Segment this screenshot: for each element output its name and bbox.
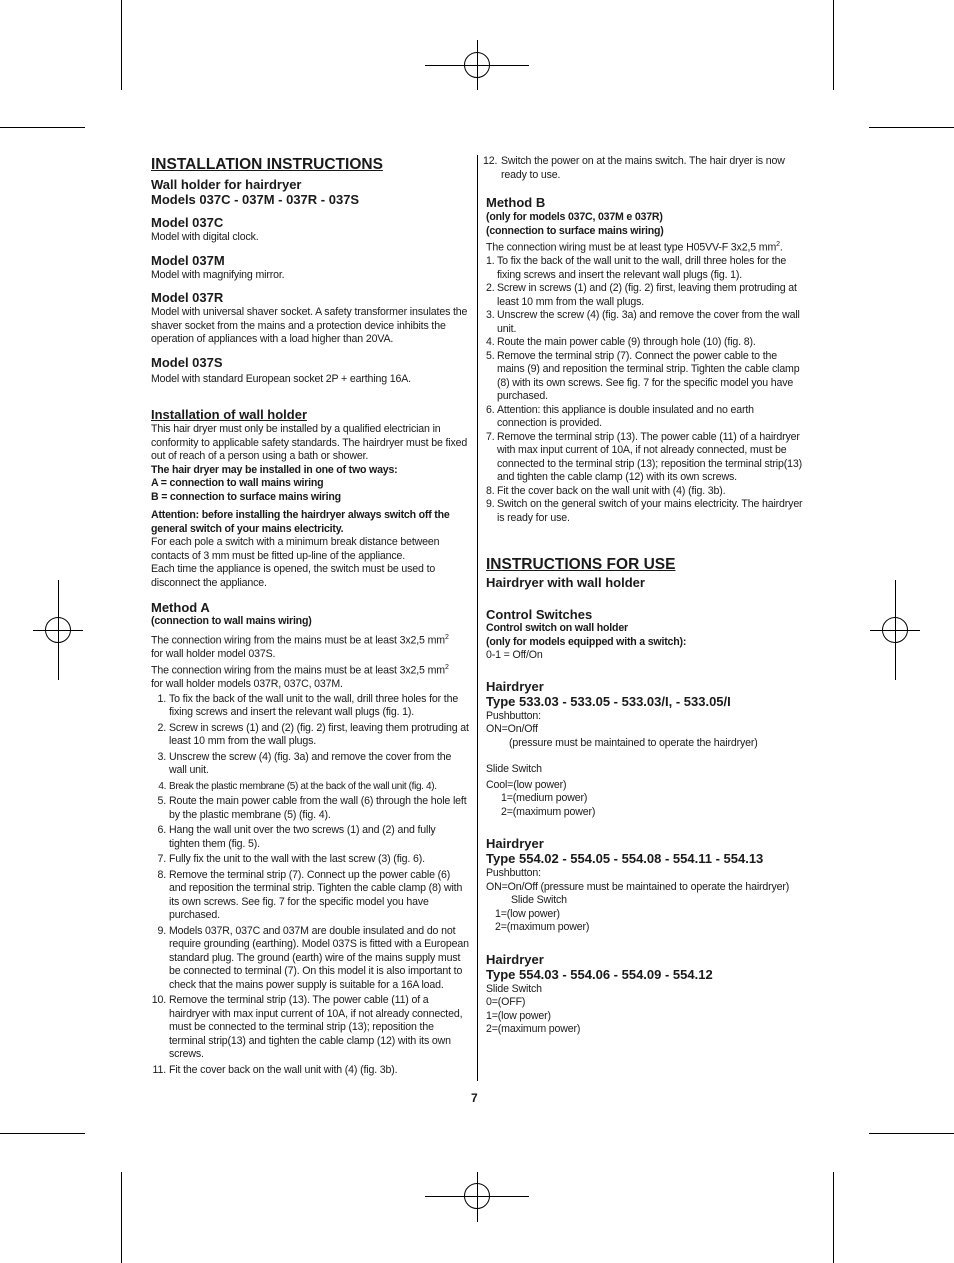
hairdryer-1-on: ON=On/Off [486, 723, 538, 736]
list-item: 2. Screw in screws (1) and (2) (fig. 2) first, leaving them protruding at least 10 mm from the wall plugs. [157, 721, 469, 748]
method-a-wiring-2: The connection wiring from the mains must be at least 3x2,5 $mm^2$ for wall holder models 037R, 037C, 037M. [151, 664, 449, 691]
subtitle-wall-holder: Wall holder for hairdryer [151, 177, 302, 192]
left-column [151, 155, 469, 1077]
list-item: 7. Fully fix the unit to the wall with the last screw (3) (fig. 6). [157, 853, 425, 866]
list-item: 6. Attention: this appliance is double insulated and no earth connection is provided. [486, 403, 754, 430]
installation-wall-holder-heading: Installation of wall holder [151, 407, 308, 422]
list-item: 2. Screw in screws (1) and (2) (fig. 2) first, leaving them protruding at least 10 mm from the wall plugs. [486, 282, 797, 308]
install-way-a: A = connection to wall mains wiring [151, 477, 324, 489]
model-037m-desc: Model with magnifying mirror. [151, 268, 285, 281]
control-switch-value: 0-1 = Off/On [486, 649, 543, 662]
hairdryer-1-note: (pressure must be maintained to operate the hairdryer) [509, 736, 758, 749]
list-item: 11. Fit the cover back on the wall unit with (4) (fig. 3b). [152, 1063, 398, 1076]
control-switch-wall: Control switch on wall holder [486, 622, 628, 635]
hairdryer-2-on: ON=On/Off (pressure must be maintained to operate the hairdryer) [486, 880, 790, 893]
list-item: 8. Remove the terminal strip (7). Connect up the power cable (6) and reposition the terminal strip. Tighten the cable clamp (8) with its own screws. See fig. 7 for the specific model you have purchased. [157, 868, 463, 922]
list-item: 9. Switch on the general switch of your mains electricity. The hairdryer is ready for use. [486, 498, 803, 524]
method-b-steps [486, 255, 804, 525]
model-037r-heading: Model 037R [151, 290, 224, 305]
hairdryer-1-type: Type 533.03 - 533.05 - 533.03/I, - 533.05/I [486, 693, 731, 709]
install-way-b: B = connection to surface mains wiring [151, 490, 341, 503]
right-column [483, 155, 804, 1037]
hairdryer-3-off: 0=(OFF) [486, 996, 526, 1009]
subtitle-models: Models 037C - 037M - 037R - 037S [151, 192, 360, 207]
model-037c-desc: Model with digital clock. [151, 231, 259, 243]
use-title: INSTRUCTIONS FOR USE [486, 556, 676, 574]
model-037r-desc: Model with universal shaver socket. A safety transformer insulates the shaver socket from the mains and a protection device inhibits the operation of appliances with a load higher than 20VA. [151, 306, 468, 345]
method-b-sub1: (only for models 037C, 037M e 037R) [486, 211, 663, 223]
model-037m-heading: Model 037M [151, 252, 225, 268]
column-divider [477, 155, 478, 1081]
list-item: 5. Remove the terminal strip (7). Connect the power cable to the mains (9) and reposition the terminal strip. Tighten the cable clamp (8) with its own screws. See fig. 7 for the specific model you have purchased. [486, 349, 800, 403]
method-a-step-12 [483, 155, 804, 182]
model-037s-heading: Model 037S [151, 354, 223, 370]
hairdryer-1-heading: Hairdryer [486, 678, 544, 694]
hairdryer-3-low: 1=(low power) [486, 1009, 551, 1022]
hairdryer-1-slide: Slide Switch [486, 763, 542, 776]
method-b-heading: Method B [486, 195, 546, 210]
hairdryer-2-slide: Slide Switch [511, 894, 567, 907]
list-item: 1. To fix the back of the wall unit to the wall, drill three holes for the fixing screws and insert the relevant wall plugs (fig. 1). [486, 255, 787, 281]
use-subtitle: Hairdryer with wall holder [486, 575, 645, 591]
method-b-sub2: (connection to surface mains wiring) [486, 224, 664, 237]
each-time-text: Each time the appliance is opened, the switch must be used to disconnect the appliance. [151, 563, 436, 589]
list-item: 3. Unscrew the screw (4) (fig. 3a) and remove the cover from the wall unit. [157, 750, 452, 777]
page-number: 7 [471, 1091, 478, 1105]
hairdryer-3-heading: Hairdryer [486, 951, 544, 967]
list-item: 4. Break the plastic membrane (5) at the back of the wall unit (fig. 4). [158, 780, 437, 792]
installation-text: This hair dryer must only be installed by a qualified electrician in conformity to applicable safety standards. The hairdryer must be fixed out of reach of a person using a bath or shower. [151, 423, 468, 462]
hairdryer-1-cool: Cool=(low power) [486, 778, 567, 791]
method-a-steps [151, 693, 469, 1078]
method-a-heading: Method A [151, 600, 210, 615]
model-037s-desc: Model with standard European socket 2P + earthing 16A. [151, 372, 411, 385]
list-item: 6. Hang the wall unit over the two screws (1) and (2) and fully tighten them (fig. 5). [157, 824, 436, 850]
model-037c-heading: Model 037C [151, 215, 224, 230]
list-item: 7. Remove the terminal strip (13). The power cable (11) of a hairdryer with max input current of 10A, if not already connected, must be connected to the terminal strip (13); reposition the terminal strip(13) and tighten the cable clamp (12) with its own screws. [486, 430, 802, 484]
method-a-sub: (connection to wall mains wiring) [151, 615, 312, 627]
method-a-wiring-1: The connection wiring from the mains must be at least 3x2,5 $mm^2$ for wall holder model 037S. [151, 633, 449, 660]
list-item: 4. Route the main power cable (9) through hole (10) (fig. 8). [486, 336, 756, 349]
control-switch-note: (only for models equipped with a switch): [486, 635, 687, 648]
hairdryer-2-low: 1=(low power) [495, 907, 560, 920]
hairdryer-1-push: Pushbutton: [486, 709, 541, 722]
list-item: 3. Unscrew the screw (4) (fig. 3a) and remove the cover from the wall unit. [486, 309, 800, 335]
attention-warning: Attention: before installing the hairdryer always switch off the general switch of your mains electricity. [151, 509, 450, 535]
hairdryer-1-max: 2=(maximum power) [501, 805, 596, 818]
hairdryer-3-slide: Slide Switch [486, 982, 542, 995]
list-item: 12. Switch the power on at the mains switch. The hair dryer is now ready to use. [483, 155, 785, 181]
list-item: 9. Models 037R, 037C and 037M are double insulated and do not require grounding (earthing). Model 037S is fitted with a European standard plug. The ground (earth) wire of the mains supply must be connected to terminal (7). On this model it is also important to check that the mains power supply is suitable for a 16A load. [157, 924, 469, 991]
list-item: 8. Fit the cover back on the wall unit with (4) (fig. 3b). [486, 484, 726, 497]
list-item: 5. Route the main power cable from the wall (6) through the hole left by the plastic membrane (5) (fig. 4). [157, 795, 467, 821]
hairdryer-3-max: 2=(maximum power) [486, 1023, 581, 1036]
hairdryer-2-max: 2=(maximum power) [495, 921, 590, 934]
method-b-wiring: The connection wiring must be at least type H05VV-F 3x2,5 $mm^2$. [486, 241, 783, 254]
pole-switch-text: For each pole a switch with a minimum break distance between contacts of 3 mm must be fitted up-line of the appliance. [151, 536, 440, 562]
hairdryer-2-type: Type 554.02 - 554.05 - 554.08 - 554.11 - 554.13 [486, 851, 764, 867]
control-switches-heading: Control Switches [486, 607, 593, 623]
hairdryer-1-medium: 1=(medium power) [501, 792, 588, 805]
list-item: 1. To fix the back of the wall unit to the wall, drill three holes for the fixing screws and insert the relevant wall plugs (fig. 1). [157, 692, 459, 719]
hairdryer-2-heading: Hairdryer [486, 836, 544, 852]
installation-title: INSTALLATION INSTRUCTIONS [151, 156, 383, 173]
list-item: 10. Remove the terminal strip (13). The power cable (11) of a hairdryer with max input current of 10A, if not already connected, must be connected to the terminal strip (13); reposition the terminal strip(13) and tighten the cable clamp (12) with its own screws. [151, 994, 463, 1061]
install-ways: The hair dryer may be installed in one of two ways: [151, 463, 398, 476]
hairdryer-3-type: Type 554.03 - 554.06 - 554.09 - 554.12 [486, 966, 713, 982]
hairdryer-2-push: Pushbutton: [486, 867, 541, 880]
